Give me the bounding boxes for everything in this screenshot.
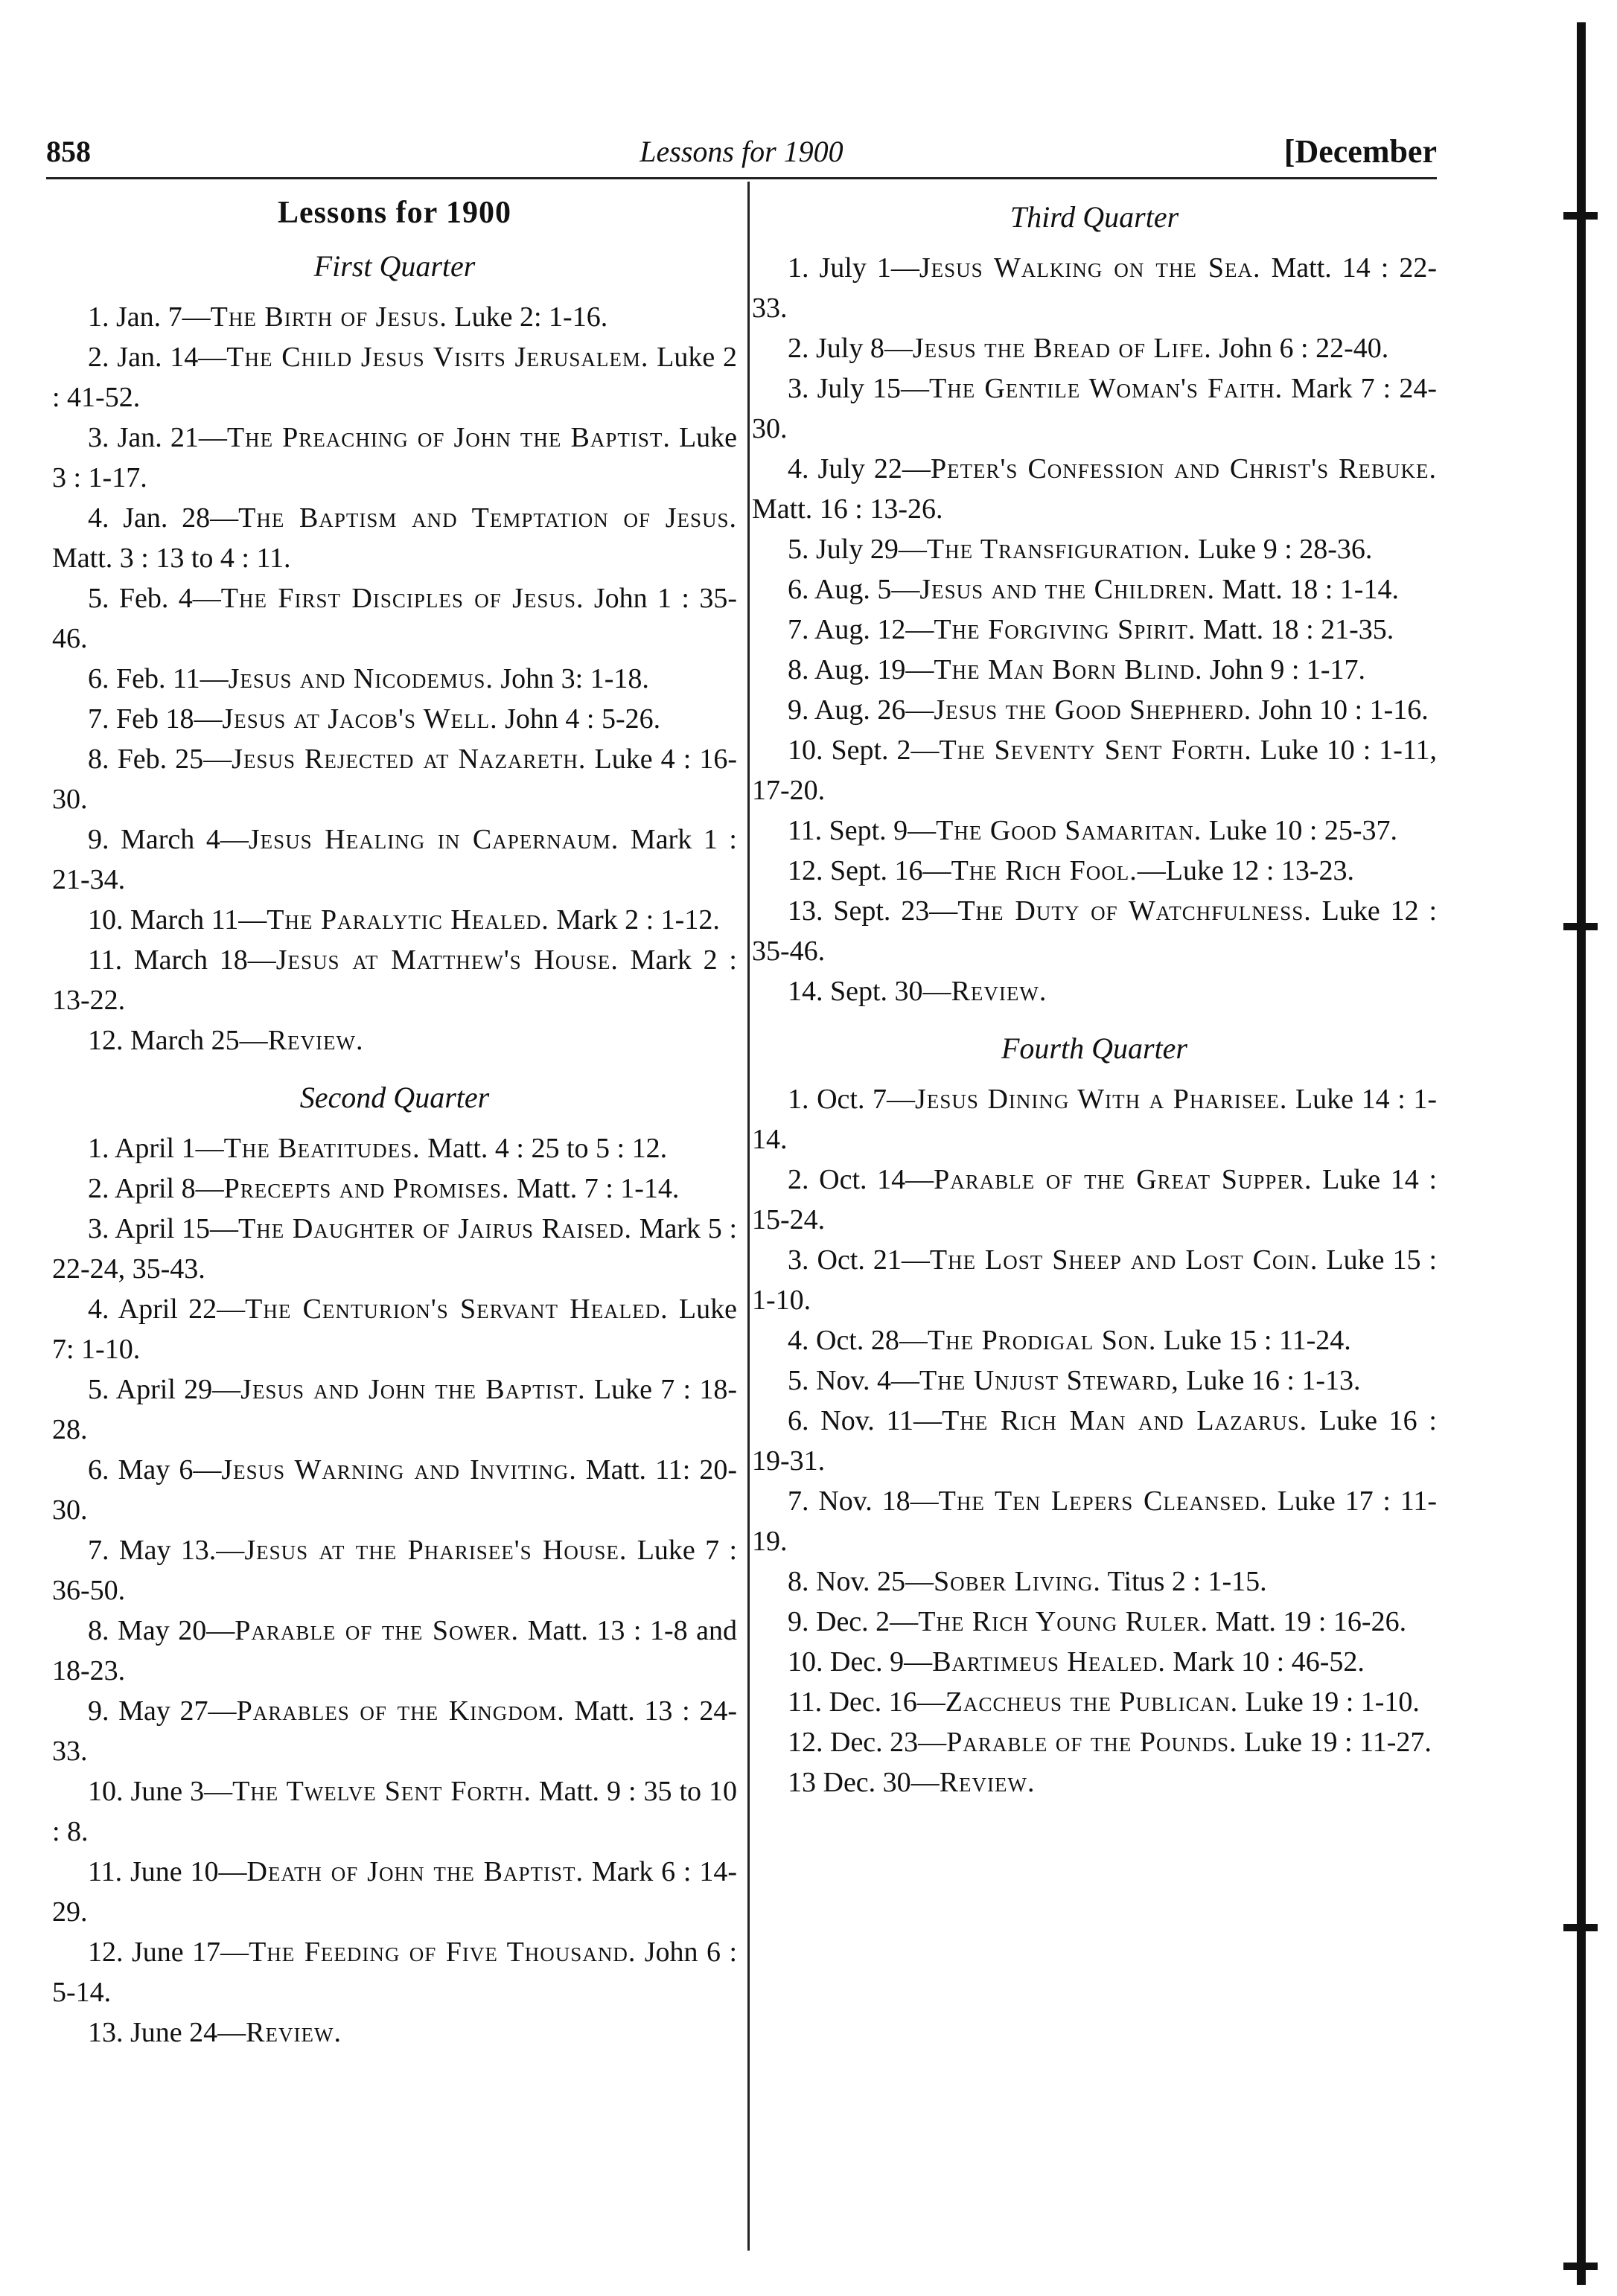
quarter-heading: Third Quarter bbox=[1010, 200, 1179, 234]
lesson-number: 8. bbox=[88, 744, 109, 775]
lesson-number: 10. bbox=[788, 735, 823, 766]
lesson-title: Jesus Rejected at Nazareth. bbox=[232, 744, 587, 775]
lesson-title: Jesus and John the Baptist. bbox=[240, 1374, 586, 1405]
lesson-date: Nov. 11— bbox=[820, 1405, 943, 1436]
lesson-reference: Mark 5 : 22-24, 35-43. bbox=[52, 1213, 737, 1285]
lesson-number: 5. bbox=[88, 1374, 109, 1405]
lesson-entry bbox=[752, 368, 1437, 449]
lesson-entry bbox=[752, 891, 1437, 971]
running-title: Lessons for 1900 bbox=[640, 135, 843, 168]
lesson-entry bbox=[52, 1369, 737, 1450]
lesson-entry bbox=[52, 699, 737, 739]
lesson-date: Sept. 2— bbox=[831, 735, 940, 766]
lesson-number: 3. bbox=[788, 1244, 809, 1276]
lesson-date: Sept. 9— bbox=[829, 815, 937, 846]
lesson-date: Nov. 25— bbox=[816, 1566, 934, 1597]
lesson-number: 8. bbox=[788, 1566, 809, 1597]
lesson-entry bbox=[52, 940, 737, 1020]
lesson-number: 13. bbox=[88, 2017, 124, 2048]
lesson-number: 2. bbox=[88, 342, 109, 373]
lesson-title: The Ten Lepers Cleansed. bbox=[938, 1486, 1268, 1517]
lesson-entry bbox=[52, 1209, 737, 1289]
lesson-title: The Rich Man and Lazarus. bbox=[942, 1405, 1308, 1436]
lesson-title: The Transfiguration. bbox=[926, 534, 1191, 565]
lesson-reference: Luke 17 : 11-19. bbox=[752, 1486, 1438, 1557]
quarter-heading: Fourth Quarter bbox=[1001, 1032, 1187, 1065]
column-divider bbox=[747, 182, 750, 2251]
lesson-number: 1. bbox=[88, 1133, 109, 1164]
lesson-title: Jesus Walking on the Sea. bbox=[919, 252, 1261, 284]
lesson-reference: Luke 15 : 1-10. bbox=[752, 1244, 1438, 1316]
lesson-title: Jesus Healing in Capernaum. bbox=[248, 824, 619, 855]
lesson-date: Dec. 16— bbox=[829, 1686, 945, 1718]
lesson-title: The Good Samaritan. bbox=[936, 815, 1202, 846]
lesson-title: Review. bbox=[939, 1767, 1036, 1798]
lesson-number: 3. bbox=[88, 422, 109, 453]
lesson-date: May 13.— bbox=[118, 1535, 245, 1566]
lesson-number: 7. bbox=[788, 1486, 809, 1517]
lesson-reference: Luke 7: 1-10. bbox=[52, 1294, 737, 1365]
lesson-title: The Child Jesus Visits Jerusalem. bbox=[226, 342, 649, 373]
lesson-date: April 1— bbox=[114, 1133, 224, 1164]
lesson-date: June 3— bbox=[130, 1776, 233, 1807]
lesson-date: Jan. 14— bbox=[117, 342, 227, 373]
lesson-reference: Luke 19 : 11-27. bbox=[1237, 1727, 1432, 1758]
lesson-reference: Titus 2 : 1-15. bbox=[1100, 1566, 1267, 1597]
lesson-entry bbox=[52, 1932, 737, 2012]
lesson-number: 4. bbox=[88, 502, 109, 534]
lesson-date: Jan. 7— bbox=[116, 301, 211, 333]
lesson-entry bbox=[52, 900, 737, 940]
lesson-reference: Luke 4 : 16-30. bbox=[52, 744, 738, 815]
lesson-number: 9. bbox=[88, 1695, 109, 1727]
lesson-title: Precepts and Promises. bbox=[223, 1173, 510, 1204]
lesson-entry bbox=[752, 449, 1437, 529]
lesson-entry bbox=[752, 328, 1437, 368]
column-title: Lessons for 1900 bbox=[278, 196, 511, 230]
running-head bbox=[46, 125, 1437, 177]
lesson-title: Bartimeus Healed. bbox=[932, 1646, 1166, 1678]
binding-mark bbox=[1563, 2263, 1598, 2270]
lesson-entry bbox=[52, 418, 737, 498]
lesson-entry bbox=[752, 690, 1437, 730]
lesson-title: Jesus Warning and Inviting. bbox=[221, 1454, 577, 1486]
lesson-entry bbox=[752, 1160, 1437, 1240]
lesson-entry bbox=[752, 1722, 1437, 1762]
lesson-entry bbox=[52, 2012, 737, 2053]
lesson-entry bbox=[52, 1450, 737, 1530]
lesson-number: 3. bbox=[88, 1213, 109, 1244]
lesson-reference: Mark 1 : 21-34. bbox=[52, 824, 737, 895]
lesson-date: Dec. 9— bbox=[830, 1646, 933, 1678]
lesson-entry bbox=[752, 610, 1437, 650]
lesson-date: March 4— bbox=[121, 824, 249, 855]
lesson-number: 13. bbox=[788, 895, 823, 927]
lesson-entry bbox=[52, 1691, 737, 1771]
lesson-date: Feb. 11— bbox=[116, 663, 229, 694]
lesson-entry bbox=[752, 1401, 1437, 1481]
lesson-reference: Luke 9 : 28-36. bbox=[1190, 534, 1373, 565]
lesson-title: The Forgiving Spirit. bbox=[934, 614, 1196, 645]
lesson-date: Aug. 12— bbox=[814, 614, 934, 645]
lesson-title: Jesus the Good Shepherd. bbox=[934, 694, 1252, 726]
lesson-reference: Matt. 18 : 21-35. bbox=[1196, 614, 1394, 645]
lesson-title: Jesus Dining With a Pharisee. bbox=[915, 1084, 1288, 1115]
lesson-number: 12. bbox=[88, 1025, 124, 1056]
lesson-reference: Matt. 13 : 1-8 and 18-23. bbox=[52, 1615, 738, 1686]
lesson-date: Dec. 23— bbox=[830, 1727, 947, 1758]
lesson-reference: Luke 14 : 1-14. bbox=[752, 1084, 1437, 1155]
lesson-date: Aug. 26— bbox=[814, 694, 934, 726]
lesson-date: Aug. 19— bbox=[814, 654, 934, 685]
lesson-title: The Twelve Sent Forth. bbox=[232, 1776, 532, 1807]
lesson-date: July 1— bbox=[819, 252, 919, 284]
lesson-entry bbox=[52, 819, 737, 900]
lesson-reference: John 9 : 1-17. bbox=[1202, 654, 1366, 685]
lesson-title: The Beatitudes. bbox=[223, 1133, 421, 1164]
lesson-date: March 25— bbox=[130, 1025, 268, 1056]
lesson-title: The Prodigal Son. bbox=[927, 1325, 1157, 1356]
binding-mark bbox=[1563, 1924, 1598, 1931]
lesson-entry bbox=[752, 971, 1437, 1011]
page-number: 858 bbox=[46, 135, 91, 168]
binding-mark bbox=[1563, 212, 1598, 220]
lesson-entry bbox=[52, 1128, 737, 1168]
lesson-reference: Luke 10 : 25-37. bbox=[1202, 815, 1398, 846]
lesson-title: The Lost Sheep and Lost Coin. bbox=[929, 1244, 1318, 1276]
lesson-title: Jesus at Jacob's Well. bbox=[222, 703, 498, 735]
lesson-title: The Birth of Jesus. bbox=[210, 301, 447, 333]
lesson-reference: —Luke 12 : 13-23. bbox=[1137, 855, 1355, 886]
lesson-date: Jan. 28— bbox=[123, 502, 239, 534]
lesson-entry bbox=[52, 498, 737, 578]
lesson-reference: Luke 3 : 1-17. bbox=[52, 422, 738, 493]
lesson-reference: Luke 16 : 1-13. bbox=[1179, 1365, 1361, 1396]
lesson-number: 7. bbox=[88, 1535, 109, 1566]
lesson-date: Sept. 30— bbox=[830, 976, 951, 1007]
lesson-reference: Luke 10 : 1-11, 17-20. bbox=[752, 735, 1437, 806]
lesson-entry bbox=[52, 297, 737, 337]
lesson-number: 2. bbox=[788, 1164, 809, 1195]
lesson-date: Dec. 30— bbox=[823, 1767, 940, 1798]
lesson-date: July 29— bbox=[816, 534, 927, 565]
lesson-reference: Luke 14 : 15-24. bbox=[752, 1164, 1438, 1235]
lesson-entry bbox=[752, 1240, 1437, 1320]
lesson-reference: Mark 10 : 46-52. bbox=[1165, 1646, 1365, 1678]
lesson-reference: John 6 : 22-40. bbox=[1211, 333, 1389, 364]
running-month: [December bbox=[1283, 133, 1437, 170]
lesson-number: 4. bbox=[788, 1325, 809, 1356]
lesson-number: 5. bbox=[788, 534, 809, 565]
lesson-entry bbox=[752, 1561, 1437, 1602]
lesson-reference: Matt. 18 : 1-14. bbox=[1214, 574, 1399, 605]
lesson-date: Feb. 25— bbox=[117, 744, 232, 775]
lesson-number: 7. bbox=[788, 614, 809, 645]
right-column bbox=[752, 195, 1437, 1803]
lesson-date: Oct. 28— bbox=[816, 1325, 928, 1356]
lesson-date: Nov. 4— bbox=[816, 1365, 919, 1396]
quarter-spacer bbox=[52, 1061, 737, 1075]
lesson-reference: Mark 2 : 13-22. bbox=[52, 944, 737, 1016]
lesson-title: The Man Born Blind. bbox=[934, 654, 1203, 685]
lesson-number: 1. bbox=[788, 252, 809, 284]
lesson-title: Sober Living. bbox=[933, 1566, 1101, 1597]
lesson-title: Parable of the Pounds. bbox=[946, 1727, 1237, 1758]
lesson-number: 11. bbox=[788, 1686, 823, 1718]
lesson-reference: Luke 2: 1-16. bbox=[447, 301, 608, 333]
lesson-number: 13 bbox=[788, 1767, 816, 1798]
lesson-reference: Matt. 4 : 25 to 5 : 12. bbox=[420, 1133, 668, 1164]
lesson-entry bbox=[52, 1852, 737, 1932]
lesson-reference: Matt. 9 : 35 to 10 : 8. bbox=[52, 1776, 737, 1847]
lesson-title: Parables of the Kingdom. bbox=[236, 1695, 565, 1727]
lesson-date: March 18— bbox=[133, 944, 276, 976]
lesson-entry bbox=[752, 1762, 1437, 1803]
lesson-entry bbox=[752, 730, 1437, 810]
lesson-number: 11. bbox=[88, 944, 123, 976]
lesson-reference: John 3: 1-18. bbox=[493, 663, 649, 694]
lesson-number: 6. bbox=[88, 1454, 109, 1486]
lesson-date: Nov. 18— bbox=[818, 1486, 939, 1517]
binding-mark bbox=[1563, 923, 1598, 930]
lesson-number: 6. bbox=[88, 663, 109, 694]
lesson-reference: John 10 : 1-16. bbox=[1251, 694, 1429, 726]
lesson-number: 1. bbox=[88, 301, 109, 333]
lesson-date: July 8— bbox=[816, 333, 913, 364]
lesson-date: Dec. 2— bbox=[816, 1606, 919, 1637]
lesson-number: 10. bbox=[88, 904, 124, 936]
lesson-reference: Luke 16 : 19-31. bbox=[752, 1405, 1437, 1477]
lesson-title: The Daughter of Jairus Raised. bbox=[238, 1213, 633, 1244]
lesson-entry bbox=[52, 1611, 737, 1691]
lesson-number: 2. bbox=[88, 1173, 109, 1204]
lesson-title: Jesus at Matthew's House. bbox=[275, 944, 619, 976]
lesson-reference: Matt. 7 : 1-14. bbox=[509, 1173, 680, 1204]
lesson-entry bbox=[52, 739, 737, 819]
lesson-title: Review. bbox=[951, 976, 1047, 1007]
lesson-date: June 17— bbox=[131, 1937, 249, 1968]
lesson-date: Feb. 4— bbox=[118, 583, 221, 614]
quarter-heading: Second Quarter bbox=[299, 1081, 490, 1114]
lesson-number: 3. bbox=[788, 373, 809, 404]
lesson-number: 2. bbox=[788, 333, 809, 364]
lesson-date: April 29— bbox=[115, 1374, 241, 1405]
lesson-title: Parable of the Sower. bbox=[235, 1615, 520, 1646]
lesson-reference: Mark 2 : 1-12. bbox=[549, 904, 720, 936]
lesson-reference: Luke 7 : 36-50. bbox=[52, 1535, 737, 1606]
lesson-title: Zaccheus the Publican. bbox=[945, 1686, 1239, 1718]
lesson-reference: John 1 : 35-46. bbox=[52, 583, 738, 654]
lesson-reference: Matt. 16 : 13-26. bbox=[752, 493, 943, 525]
lesson-number: 8. bbox=[88, 1615, 109, 1646]
lesson-number: 9. bbox=[788, 694, 809, 726]
lesson-entry bbox=[752, 1360, 1437, 1401]
lesson-entry bbox=[52, 1771, 737, 1852]
lesson-title: Jesus at the Pharisee's House. bbox=[244, 1535, 628, 1566]
lesson-reference: Luke 12 : 35-46. bbox=[752, 895, 1438, 967]
lesson-number: 5. bbox=[788, 1365, 809, 1396]
lesson-number: 9. bbox=[788, 1606, 809, 1637]
lesson-entry bbox=[52, 1530, 737, 1611]
lesson-date: May 27— bbox=[118, 1695, 237, 1727]
lesson-title: Jesus and the Children. bbox=[919, 574, 1215, 605]
lesson-date: April 15— bbox=[115, 1213, 238, 1244]
lesson-title: The Rich Young Ruler. bbox=[918, 1606, 1209, 1637]
lesson-reference: Matt. 13 : 24-33. bbox=[52, 1695, 738, 1767]
lesson-number: 1. bbox=[788, 1084, 809, 1115]
lesson-date: July 15— bbox=[817, 373, 930, 404]
lesson-date: April 22— bbox=[118, 1294, 246, 1325]
lesson-number: 6. bbox=[788, 1405, 809, 1436]
lesson-date: Feb 18— bbox=[116, 703, 223, 735]
left-quarters bbox=[52, 249, 737, 2053]
lesson-entry bbox=[52, 1289, 737, 1369]
lesson-reference: Mark 7 : 24-30. bbox=[752, 373, 1437, 444]
lesson-number: 10. bbox=[788, 1646, 823, 1678]
quarter-heading: First Quarter bbox=[313, 249, 476, 283]
lesson-number: 11. bbox=[788, 815, 823, 846]
lesson-title: Review. bbox=[267, 1025, 364, 1056]
lesson-reference: Luke 2 : 41-52. bbox=[52, 342, 738, 413]
lesson-number: 12. bbox=[88, 1937, 124, 1968]
lesson-reference: Luke 19 : 1-10. bbox=[1238, 1686, 1420, 1718]
lesson-date: May 6— bbox=[118, 1454, 222, 1486]
lesson-title: The Centurion's Servant Healed. bbox=[245, 1294, 669, 1325]
lesson-entry bbox=[752, 650, 1437, 690]
lesson-reference: Mark 6 : 14-29. bbox=[52, 1856, 738, 1928]
lesson-title: The Preaching of John the Baptist. bbox=[226, 422, 671, 453]
lesson-title: Jesus the Bread of Life. bbox=[912, 333, 1212, 364]
lesson-entry bbox=[752, 569, 1437, 610]
lesson-number: 12. bbox=[788, 855, 823, 886]
lesson-date: July 22— bbox=[817, 453, 931, 485]
lesson-entry bbox=[52, 578, 737, 659]
lesson-title: Parable of the Great Supper. bbox=[934, 1164, 1313, 1195]
lesson-entry bbox=[752, 1602, 1437, 1642]
lesson-reference: John 6 : 5-14. bbox=[52, 1937, 738, 2008]
lesson-number: 10. bbox=[88, 1776, 124, 1807]
lesson-date: Oct. 7— bbox=[817, 1084, 916, 1115]
lesson-entry bbox=[752, 1320, 1437, 1360]
right-quarters bbox=[752, 199, 1437, 1803]
lesson-entry bbox=[752, 529, 1437, 569]
lesson-title: Review. bbox=[246, 2017, 342, 2048]
lesson-title: The Rich Fool. bbox=[951, 855, 1138, 886]
lesson-title: The Paralytic Healed. bbox=[267, 904, 549, 936]
lesson-date: Oct. 21— bbox=[817, 1244, 930, 1276]
lesson-title: Jesus and Nicodemus. bbox=[228, 663, 494, 694]
lesson-entry bbox=[52, 337, 737, 418]
lesson-title: The Seventy Sent Forth. bbox=[939, 735, 1252, 766]
lesson-title: The Gentile Woman's Faith. bbox=[929, 373, 1283, 404]
lesson-title: The First Disciples of Jesus. bbox=[220, 583, 584, 614]
lesson-number: 9. bbox=[88, 824, 109, 855]
lesson-date: June 24— bbox=[130, 2017, 246, 2048]
lesson-reference: John 4 : 5-26. bbox=[497, 703, 661, 735]
quarter-spacer bbox=[752, 1011, 1437, 1026]
lesson-number: 5. bbox=[88, 583, 109, 614]
lesson-entry bbox=[752, 1682, 1437, 1722]
lesson-number: 4. bbox=[788, 453, 809, 485]
lesson-number: 11. bbox=[88, 1856, 123, 1887]
lesson-entry bbox=[752, 248, 1437, 328]
lesson-reference: Luke 15 : 11-24. bbox=[1156, 1325, 1351, 1356]
lesson-reference: Matt. 14 : 22-33. bbox=[752, 252, 1437, 324]
lesson-entry bbox=[752, 810, 1437, 851]
lesson-reference: Matt. 11: 20-30. bbox=[52, 1454, 738, 1526]
lesson-title: The Unjust Steward, bbox=[919, 1365, 1179, 1396]
lesson-entry bbox=[52, 659, 737, 699]
binding-edge bbox=[1577, 22, 1586, 2285]
lesson-reference: Matt. 19 : 16-26. bbox=[1208, 1606, 1407, 1637]
lesson-entry bbox=[752, 1481, 1437, 1561]
lesson-number: 8. bbox=[788, 654, 809, 685]
lesson-date: March 11— bbox=[130, 904, 267, 936]
lesson-date: May 20— bbox=[118, 1615, 235, 1646]
header-rule bbox=[46, 177, 1437, 179]
lesson-number: 7. bbox=[88, 703, 109, 735]
lesson-title: Peter's Confession and Christ's Rebuke. bbox=[930, 453, 1437, 485]
lesson-entry bbox=[752, 1079, 1437, 1160]
lesson-number: 6. bbox=[788, 574, 809, 605]
lesson-date: Oct. 14— bbox=[819, 1164, 934, 1195]
left-column bbox=[52, 195, 737, 2053]
lesson-title: Death of John the Baptist. bbox=[246, 1856, 584, 1887]
lesson-reference: Luke 7 : 18-28. bbox=[52, 1374, 737, 1445]
lesson-reference: Matt. 3 : 13 to 4 : 11. bbox=[52, 543, 291, 574]
lesson-entry bbox=[52, 1020, 737, 1061]
lesson-number: 14. bbox=[788, 976, 823, 1007]
lesson-date: Sept. 16— bbox=[830, 855, 951, 886]
lesson-number: 4. bbox=[88, 1294, 109, 1325]
lesson-date: Aug. 5— bbox=[814, 574, 920, 605]
lesson-entry bbox=[52, 1168, 737, 1209]
lesson-title: The Baptism and Temptation of Jesus. bbox=[238, 502, 738, 534]
lesson-date: June 10— bbox=[130, 1856, 247, 1887]
lesson-title: The Duty of Watchfulness. bbox=[957, 895, 1312, 927]
lesson-date: Jan. 21— bbox=[117, 422, 227, 453]
lesson-date: Sept. 23— bbox=[833, 895, 958, 927]
lesson-date: April 8— bbox=[114, 1173, 224, 1204]
lesson-entry bbox=[752, 1642, 1437, 1682]
lesson-number: 12. bbox=[788, 1727, 823, 1758]
lesson-entry bbox=[752, 851, 1437, 891]
lesson-title: The Feeding of Five Thousand. bbox=[249, 1937, 637, 1968]
